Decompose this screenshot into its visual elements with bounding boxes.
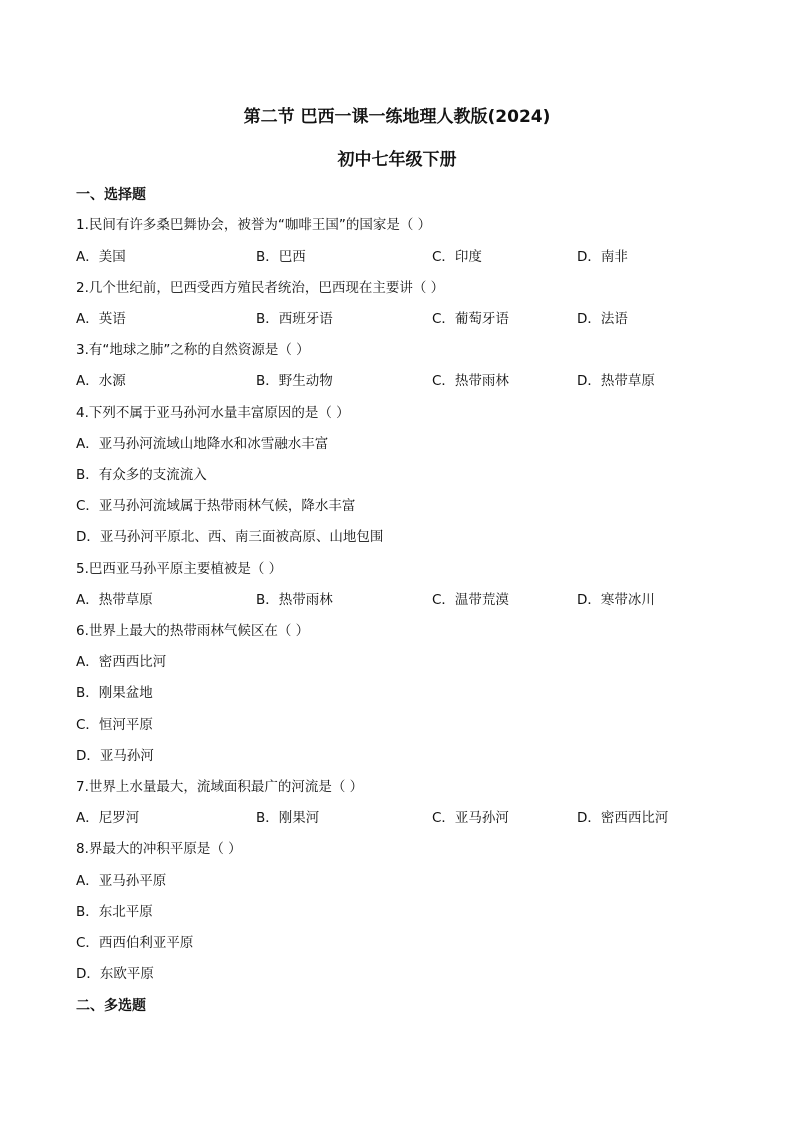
question-5-option-b: B．热带雨林 xyxy=(256,592,333,608)
question-1-option-a: A．美国 xyxy=(76,249,126,265)
question-4-option-b: B．有众多的支流流入 xyxy=(76,467,207,483)
question-5-option-d: D．寒带冰川 xyxy=(577,592,655,608)
document-title: 第二节 巴西一课一练地理人教版(2024) xyxy=(243,107,551,127)
question-4: 4.下列不属于亚马孙河水量丰富原因的是（ ） xyxy=(76,405,350,421)
question-1-option-c: C．印度 xyxy=(432,249,482,265)
question-4-option-a: A．亚马孙河流域山地降水和冰雪融水丰富 xyxy=(76,436,329,452)
question-3: 3.有“地球之肺”之称的自然资源是（ ） xyxy=(76,342,310,358)
question-7: 7.世界上水量最大，流域面积最广的河流是（ ） xyxy=(76,779,364,795)
question-8-option-d: D．东欧平原 xyxy=(76,966,154,982)
question-1-option-d: D．南非 xyxy=(577,249,628,265)
question-3-option-c: C．热带雨林 xyxy=(432,373,509,389)
question-3-option-d: D．热带草原 xyxy=(577,373,655,389)
question-4-option-d: D．亚马孙河平原北、西、南三面被高原、山地包围 xyxy=(76,529,384,545)
question-5-option-a: A．热带草原 xyxy=(76,592,153,608)
question-2: 2.几个世纪前，巴西受西方殖民者统治，巴西现在主要讲（ ） xyxy=(76,280,445,296)
section-heading-multiple-choice: 二、多选题 xyxy=(76,998,146,1014)
question-3-option-a: A．水源 xyxy=(76,373,126,389)
question-2-option-b: B．西班牙语 xyxy=(256,311,333,327)
document-subtitle: 初中七年级下册 xyxy=(337,150,457,170)
question-3-option-b: B．野生动物 xyxy=(256,373,333,389)
question-6-option-a: A．密西西比河 xyxy=(76,654,167,670)
question-6-option-c: C．恒河平原 xyxy=(76,717,153,733)
question-5: 5.巴西亚马孙平原主要植被是（ ） xyxy=(76,561,283,577)
question-1: 1.民间有许多桑巴舞协会，被誉为“咖啡王国”的国家是（ ） xyxy=(76,217,432,233)
question-8: 8.界最大的冲积平原是（ ） xyxy=(76,841,242,857)
question-7-option-c: C．亚马孙河 xyxy=(432,810,509,826)
question-5-option-c: C．温带荒漠 xyxy=(432,592,509,608)
question-1-option-b: B．巴西 xyxy=(256,249,306,265)
question-8-option-b: B．东北平原 xyxy=(76,904,153,920)
question-7-option-a: A．尼罗河 xyxy=(76,810,140,826)
question-6-option-b: B．刚果盆地 xyxy=(76,685,153,701)
question-7-option-d: D．密西西比河 xyxy=(577,810,669,826)
question-8-option-c: C．西西伯利亚平原 xyxy=(76,935,194,951)
question-7-option-b: B．刚果河 xyxy=(256,810,320,826)
question-4-option-c: C．亚马孙河流域属于热带雨林气候，降水丰富 xyxy=(76,498,356,514)
question-2-option-d: D．法语 xyxy=(577,311,628,327)
question-8-option-a: A．亚马孙平原 xyxy=(76,873,167,889)
question-6: 6.世界上最大的热带雨林气候区在（ ） xyxy=(76,623,310,639)
question-2-option-c: C．葡萄牙语 xyxy=(432,311,509,327)
question-6-option-d: D．亚马孙河 xyxy=(76,748,154,764)
section-heading-single-choice: 一、选择题 xyxy=(76,187,146,203)
question-2-option-a: A．英语 xyxy=(76,311,126,327)
